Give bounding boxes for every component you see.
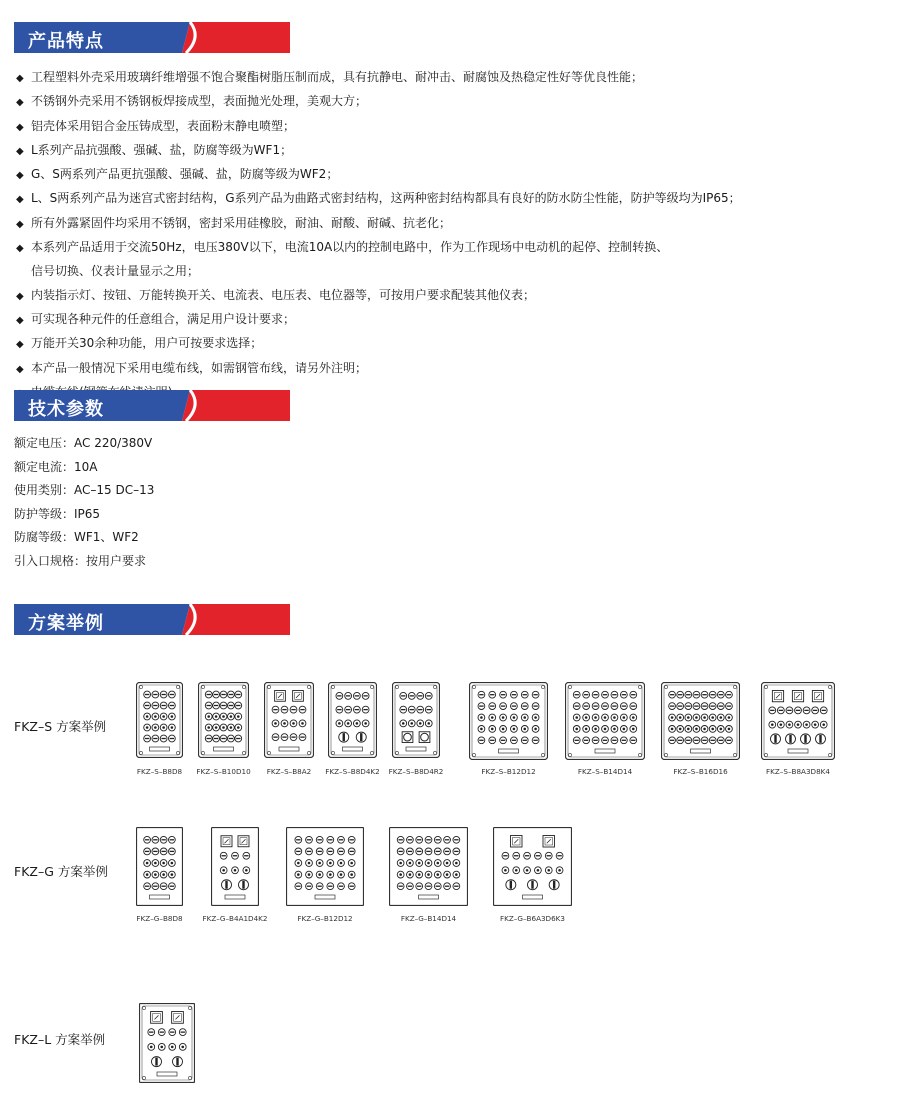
lamp-dot bbox=[207, 726, 210, 729]
model-caption: FKZ–G–B6A3D6K3 bbox=[500, 914, 565, 923]
lamp-dot bbox=[364, 722, 367, 725]
lamp-dot bbox=[215, 726, 218, 729]
lamp-dot bbox=[547, 869, 550, 872]
lamp-dot bbox=[329, 873, 332, 876]
lamp-dot bbox=[427, 873, 430, 876]
lamp-dot bbox=[491, 716, 494, 719]
lamp-dot bbox=[585, 728, 588, 731]
enclosure-svg bbox=[136, 827, 183, 906]
lamp-dot bbox=[181, 1046, 184, 1049]
lamp-dot bbox=[347, 722, 350, 725]
lamp-dot bbox=[436, 873, 439, 876]
feature-item: ◆ L系列产品抗强酸、强碱、盐，防腐等级为WF1； bbox=[16, 142, 293, 157]
enclosure-svg bbox=[286, 827, 364, 906]
lamp-dot bbox=[537, 869, 540, 872]
lamp-dot bbox=[154, 873, 157, 876]
lamp-dot bbox=[237, 726, 240, 729]
enclosure-diagram bbox=[136, 682, 183, 758]
lamp-dot bbox=[632, 716, 635, 719]
model-caption: FKZ–S–B14D14 bbox=[577, 767, 633, 776]
lamp-dot bbox=[162, 873, 165, 876]
lamp-dot bbox=[523, 728, 526, 731]
lamp-dot bbox=[171, 1046, 174, 1049]
lamp-dot bbox=[594, 728, 597, 731]
lamp-dot bbox=[340, 873, 343, 876]
features-title: 产品特点 bbox=[28, 31, 104, 52]
lamp-dot bbox=[585, 716, 588, 719]
lamp-dot bbox=[292, 722, 295, 725]
lamp-dot bbox=[171, 862, 174, 865]
spec-item: 引入口规格：按用户要求 bbox=[14, 553, 147, 568]
lamp-dot bbox=[491, 728, 494, 731]
enclosure-diagram bbox=[392, 682, 440, 758]
lamp-dot bbox=[222, 715, 225, 718]
lamp-dot bbox=[230, 726, 233, 729]
spec-item: 防腐等级：WF1、WF2 bbox=[14, 530, 139, 545]
lamp-dot bbox=[222, 869, 225, 872]
lamp-dot bbox=[671, 728, 674, 731]
lamp-dot bbox=[788, 723, 791, 726]
lamp-dot bbox=[771, 723, 774, 726]
lamp-dot bbox=[814, 723, 817, 726]
lamp-dot bbox=[215, 715, 218, 718]
switch-handle bbox=[176, 1058, 178, 1066]
lamp-dot bbox=[594, 716, 597, 719]
feature-item: ◆ G、S两系列产品更抗强酸、强碱、盐，防腐等级为WF2； bbox=[16, 167, 339, 182]
lamp-dot bbox=[427, 862, 430, 865]
model-caption: FKZ–G–B12D12 bbox=[297, 914, 353, 923]
scheme-row-label-l: FKZ–L 方案举例 bbox=[14, 1032, 106, 1047]
lamp-dot bbox=[679, 716, 682, 719]
lamp-dot bbox=[427, 722, 430, 725]
model-caption: FKZ–S–B8D4K2 bbox=[325, 767, 380, 776]
enclosure-diagram bbox=[389, 827, 468, 906]
feature-item-continued: 信号切换、仪表计量显示之用； bbox=[31, 264, 200, 279]
lamp-dot bbox=[480, 728, 483, 731]
lamp-dot bbox=[318, 862, 321, 865]
lamp-dot bbox=[523, 716, 526, 719]
lamp-dot bbox=[150, 1046, 153, 1049]
lamp-dot bbox=[350, 873, 353, 876]
feature-item: ◆ 本系列产品适用于交流50Hz，电压380V以下，电流10A以内的控制电路中，作为工作现场中电动机的起停、控制转换、 bbox=[16, 240, 669, 255]
schemes-title: 方案举例 bbox=[28, 613, 104, 634]
lamp-dot bbox=[502, 728, 505, 731]
feature-item: ◆ 不锈钢外壳采用不锈钢板焊接成型，表面抛光处理，美观大方； bbox=[16, 94, 368, 109]
switch-handle bbox=[155, 1058, 157, 1066]
lamp-dot bbox=[558, 869, 561, 872]
lamp-dot bbox=[409, 873, 412, 876]
lamp-dot bbox=[308, 873, 311, 876]
enclosure-svg bbox=[761, 682, 835, 760]
lamp-dot bbox=[480, 716, 483, 719]
lamp-dot bbox=[318, 873, 321, 876]
lamp-dot bbox=[703, 728, 706, 731]
model-caption: FKZ–S–B8D8 bbox=[136, 767, 183, 776]
model-caption: FKZ–S–B16D16 bbox=[673, 767, 728, 776]
lamp-dot bbox=[297, 862, 300, 865]
enclosure-diagram bbox=[211, 827, 259, 906]
lamp-dot bbox=[162, 862, 165, 865]
model-caption: FKZ–S–B8A2 bbox=[266, 767, 312, 776]
lamp-dot bbox=[720, 716, 723, 719]
enclosure-diagram bbox=[264, 682, 314, 758]
enclosure-diagram bbox=[661, 682, 740, 760]
lamp-dot bbox=[695, 716, 698, 719]
lamp-dot bbox=[274, 722, 277, 725]
lamp-dot bbox=[171, 715, 174, 718]
lamp-dot bbox=[418, 873, 421, 876]
lamp-dot bbox=[146, 715, 149, 718]
feature-item: ◆ 万能开关30余种功能，用户可按要求选择； bbox=[16, 336, 263, 351]
lamp-dot bbox=[171, 873, 174, 876]
enclosure-diagram bbox=[469, 682, 548, 760]
lamp-dot bbox=[410, 722, 413, 725]
feature-item: ◆ 工程塑料外壳采用玻璃纤维增强不饱合聚酯树脂压制而成，具有抗静电、耐冲击、耐腐蚀及热稳定性好等优良性能； bbox=[16, 70, 644, 84]
spec-item: 防护等级：IP65 bbox=[14, 506, 101, 521]
lamp-dot bbox=[728, 728, 731, 731]
lamp-dot bbox=[154, 715, 157, 718]
lamp-dot bbox=[687, 716, 690, 719]
lamp-dot bbox=[234, 869, 237, 872]
enclosure-diagram bbox=[493, 827, 572, 906]
switch-handle bbox=[343, 733, 345, 741]
lamp-dot bbox=[418, 862, 421, 865]
switch-handle bbox=[531, 881, 533, 889]
lamp-dot bbox=[162, 726, 165, 729]
feature-item: ◆ L、S两系列产品为迷宫式密封结构，G系列产品为曲路式密封结构，这两种密封结构都具有良好的防水防尘性能，防护等级均为IP65； bbox=[16, 191, 741, 206]
model-caption: FKZ–G–B14D14 bbox=[400, 914, 457, 923]
enclosure-diagram bbox=[565, 682, 645, 760]
lamp-dot bbox=[671, 716, 674, 719]
enclosure-outline bbox=[265, 683, 314, 758]
model-caption: FKZ–S–B8A3D8K4 bbox=[766, 767, 830, 776]
lamp-dot bbox=[805, 723, 808, 726]
lamp-dot bbox=[711, 728, 714, 731]
lamp-dot bbox=[780, 723, 783, 726]
lamp-dot bbox=[502, 716, 505, 719]
enclosure-svg bbox=[198, 682, 249, 758]
lamp-dot bbox=[695, 728, 698, 731]
lamp-dot bbox=[515, 869, 518, 872]
switch-handle bbox=[774, 735, 776, 743]
switch-handle bbox=[819, 735, 821, 743]
lamp-dot bbox=[703, 716, 706, 719]
switch-handle bbox=[225, 881, 227, 889]
switch-handle bbox=[510, 881, 512, 889]
enclosure-diagram bbox=[761, 682, 835, 760]
features-banner bbox=[14, 22, 290, 53]
lamp-dot bbox=[419, 722, 422, 725]
switch-handle bbox=[242, 881, 244, 889]
spec-item: 额定电压：AC 220/380V bbox=[14, 436, 153, 450]
enclosure-diagram bbox=[328, 682, 377, 758]
spec-item: 额定电流：10A bbox=[14, 459, 98, 474]
switch-handle bbox=[360, 733, 362, 741]
enclosure-outline bbox=[329, 683, 377, 758]
scheme-row-label-g: FKZ–G 方案举例 bbox=[14, 864, 108, 879]
enclosure-svg bbox=[661, 682, 740, 760]
lamp-dot bbox=[711, 716, 714, 719]
feature-item: ◆ 内装指示灯、按钮、万能转换开关、电流表、电压表、电位器等，可按用户要求配装其他仪表； bbox=[16, 287, 536, 302]
features-list bbox=[16, 66, 886, 405]
lamp-dot bbox=[146, 726, 149, 729]
model-caption: FKZ–S–B10D10 bbox=[196, 767, 251, 776]
lamp-dot bbox=[513, 728, 516, 731]
lamp-dot bbox=[329, 862, 332, 865]
enclosure-svg bbox=[392, 682, 440, 758]
lamp-dot bbox=[534, 728, 537, 731]
lamp-dot bbox=[797, 723, 800, 726]
lamp-dot bbox=[822, 723, 825, 726]
enclosure-diagram bbox=[286, 827, 364, 906]
lamp-dot bbox=[207, 715, 210, 718]
lamp-dot bbox=[154, 862, 157, 865]
switch-handle bbox=[789, 735, 791, 743]
specs-list bbox=[14, 432, 154, 574]
lamp-dot bbox=[356, 722, 359, 725]
lamp-dot bbox=[146, 862, 149, 865]
lamp-dot bbox=[534, 716, 537, 719]
enclosure-diagram bbox=[198, 682, 249, 758]
schemes-banner bbox=[14, 604, 290, 635]
lamp-dot bbox=[160, 1046, 163, 1049]
enclosure-outline bbox=[393, 683, 440, 758]
lamp-dot bbox=[728, 716, 731, 719]
enclosure-outline bbox=[140, 1004, 195, 1083]
lamp-dot bbox=[245, 869, 248, 872]
lamp-dot bbox=[679, 728, 682, 731]
lamp-dot bbox=[154, 726, 157, 729]
lamp-dot bbox=[399, 862, 402, 865]
switch-handle bbox=[804, 735, 806, 743]
lamp-dot bbox=[455, 862, 458, 865]
spec-item: 使用类别：AC–15 DC–13 bbox=[14, 483, 155, 498]
specs-title: 技术参数 bbox=[28, 399, 104, 420]
lamp-dot bbox=[301, 722, 304, 725]
enclosure-svg bbox=[139, 1003, 195, 1083]
model-caption: FKZ–G–B8D8 bbox=[136, 914, 183, 923]
feature-item: ◆ 铝壳体采用铝合金压铸成型，表面粉末静电喷塑； bbox=[16, 118, 296, 133]
enclosure-svg bbox=[469, 682, 548, 760]
feature-item: ◆ 所有外露紧固件均采用不锈钢，密封采用硅橡胶，耐油、耐酸、耐碱、抗老化； bbox=[16, 215, 452, 230]
lamp-dot bbox=[575, 728, 578, 731]
lamp-dot bbox=[350, 862, 353, 865]
lamp-dot bbox=[171, 726, 174, 729]
lamp-dot bbox=[399, 873, 402, 876]
lamp-dot bbox=[604, 716, 607, 719]
lamp-dot bbox=[409, 862, 412, 865]
enclosure-svg bbox=[264, 682, 314, 758]
lamp-dot bbox=[340, 862, 343, 865]
enclosure-svg bbox=[328, 682, 377, 758]
lamp-dot bbox=[297, 873, 300, 876]
lamp-dot bbox=[687, 728, 690, 731]
enclosure-svg bbox=[565, 682, 645, 760]
lamp-dot bbox=[526, 869, 529, 872]
lamp-dot bbox=[575, 716, 578, 719]
lamp-dot bbox=[504, 869, 507, 872]
model-caption: FKZ–S–B8D4R2 bbox=[388, 767, 444, 776]
lamp-dot bbox=[604, 728, 607, 731]
lamp-dot bbox=[455, 873, 458, 876]
enclosure-diagram bbox=[136, 827, 183, 906]
lamp-dot bbox=[308, 862, 311, 865]
lamp-dot bbox=[513, 716, 516, 719]
lamp-dot bbox=[222, 726, 225, 729]
lamp-dot bbox=[436, 862, 439, 865]
specs-banner bbox=[14, 390, 290, 421]
lamp-dot bbox=[338, 722, 341, 725]
model-caption: FKZ–G–B4A1D4K2 bbox=[202, 914, 268, 923]
enclosure-diagram bbox=[139, 1003, 195, 1083]
lamp-dot bbox=[623, 728, 626, 731]
lamp-dot bbox=[623, 716, 626, 719]
enclosure-svg bbox=[136, 682, 183, 758]
lamp-dot bbox=[230, 715, 233, 718]
lamp-dot bbox=[720, 728, 723, 731]
enclosure-svg bbox=[389, 827, 468, 906]
scheme-row-label-s: FKZ–S 方案举例 bbox=[14, 719, 107, 734]
lamp-dot bbox=[446, 862, 449, 865]
lamp-dot bbox=[402, 722, 405, 725]
lamp-dot bbox=[162, 715, 165, 718]
model-caption: FKZ–S–B12D12 bbox=[481, 767, 536, 776]
switch-handle bbox=[553, 881, 555, 889]
feature-item: ◆ 可实现各种元件的任意组合，满足用户设计要求； bbox=[16, 311, 296, 326]
lamp-dot bbox=[613, 728, 616, 731]
feature-item: ◆ 本产品一般情况下采用电缆布线，如需钢管布线，请另外注明； bbox=[16, 360, 368, 375]
lamp-dot bbox=[632, 728, 635, 731]
enclosure-svg bbox=[211, 827, 259, 906]
enclosure-svg bbox=[493, 827, 572, 906]
lamp-dot bbox=[613, 716, 616, 719]
lamp-dot bbox=[237, 715, 240, 718]
lamp-dot bbox=[446, 873, 449, 876]
lamp-dot bbox=[283, 722, 286, 725]
lamp-dot bbox=[146, 873, 149, 876]
